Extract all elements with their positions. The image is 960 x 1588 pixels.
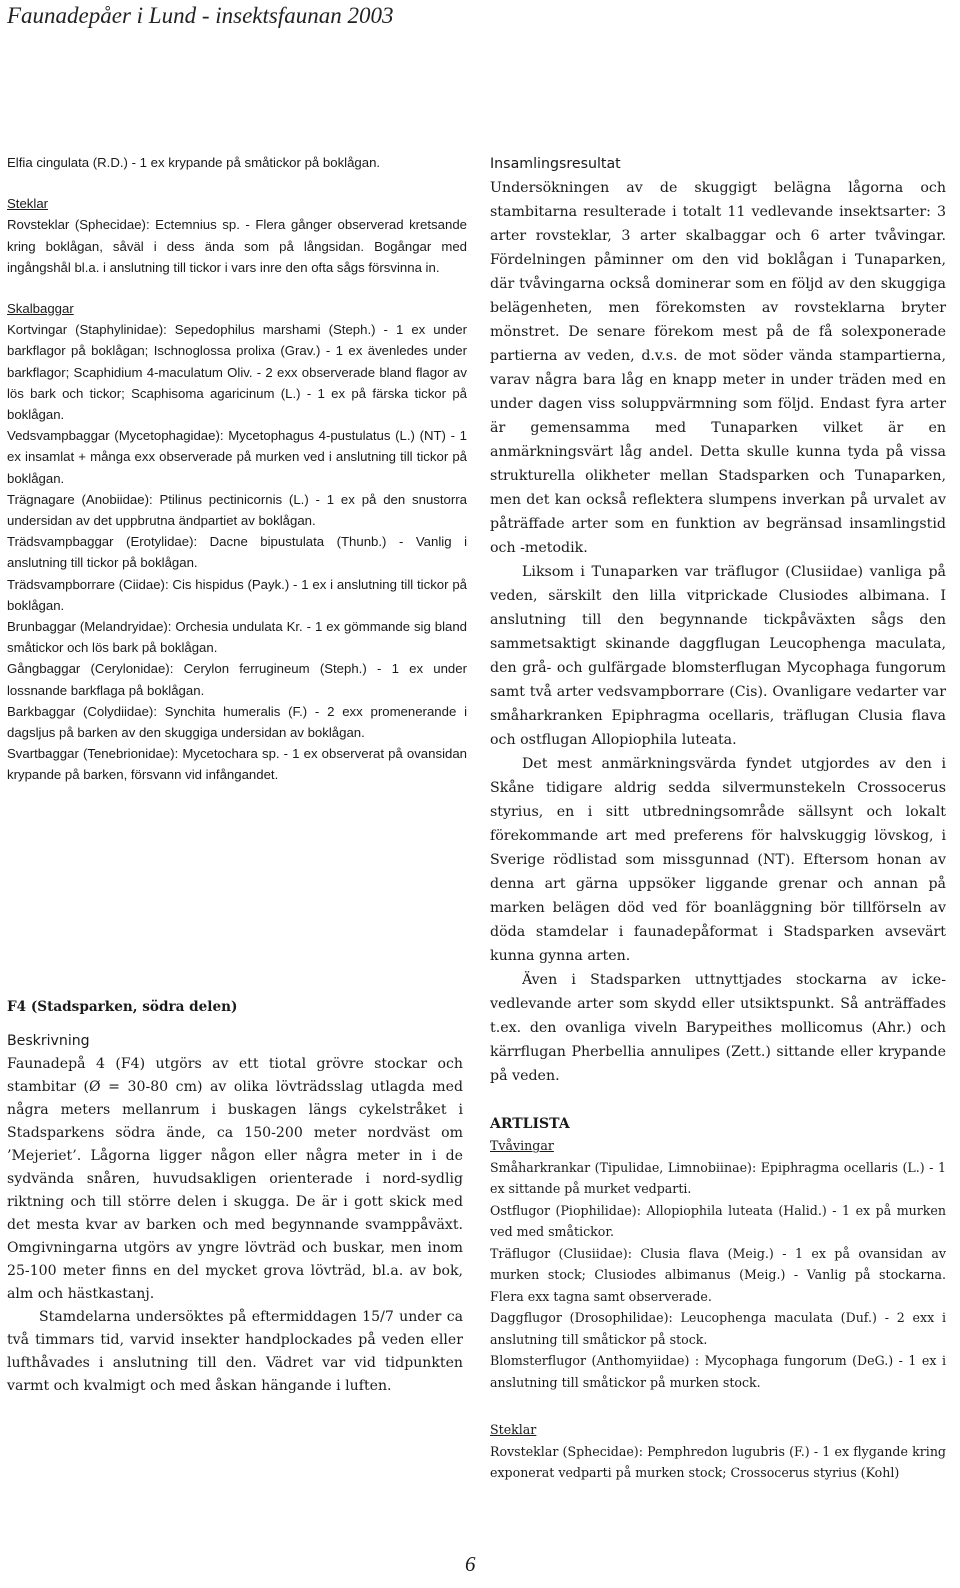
subheading-insamlingsresultat: Insamlingsresultat [490, 156, 621, 172]
section-heading-tvavingar: Tvåvingar [490, 1138, 554, 1154]
section-heading-steklar: Steklar [490, 1422, 537, 1438]
paragraph: Liksom i Tunaparken var träflugor (Clusiidae) vanliga på veden, särskilt den lilla vitprickade Clusiodes albimana. I anslutning till den begynnande tickpåväxten sågs den sammetsaktigt skinande daggflugan Leucophenga maculata, den grå- och gulfärgade blomsterflugan Mycophaga fungorum samt två arter vedsvampborrare (Cis). Ovanligare vedarter var småharkranken Epiphragma ocellaris, träflugan Clusia flava och ostflugan Allopiophila luteata. [490, 564, 946, 748]
species-entry: Trädsvampbaggar (Erotylidae): Dacne bipustulata (Thunb.) - Vanlig i anslutning till tickor på boklågan. [7, 534, 467, 571]
paragraph: Stamdelarna undersöktes på eftermiddagen 15/7 under ca två timmars tid, varvid insekter handplockades på veden eller lufthåvades i anslutning till den. Vädret var vid tidpunkten varmt och kvalmigt och med åskan hängande i luften. [7, 1309, 463, 1394]
species-entry: Brunbaggar (Melandryidae): Orchesia undulata Kr. - 1 ex gömmande sig bland småtickor och lös bark på boklågan. [7, 619, 467, 656]
species-entry: Barkbaggar (Colydiidae): Synchita humeralis (F.) - 2 exx promenerande i dagsljus på barken av den skuggiga undersidan av boklågan. [7, 703, 467, 741]
species-entry: Daggflugor (Drosophilidae): Leucophenga maculata (Duf.) - 2 exx i anslutning till småtickor på stock. [490, 1310, 946, 1347]
species-entry: Blomsterflugor (Anthomyiidae) : Mycophaga fungorum (DeG.) - 1 ex i anslutning till småtickor på murken stock. [490, 1353, 946, 1390]
right-column [490, 152, 946, 1484]
species-entry: Vedsvampbaggar (Mycetophagidae): Mycetophagus 4-pustulatus (L.) (NT) - 1 ex insamlat + många exx observerade på murken ved i anslutning till tickor på boklågan. [7, 428, 467, 486]
heading-artlista: ARTLISTA [490, 1116, 570, 1132]
species-entry: Småharkrankar (Tipulidae, Limnobiinae): Epiphragma ocellaris (L.) - 1 ex sittande på murket vedparti. [490, 1159, 946, 1197]
species-entry: Ostflugor (Piophilidae): Allopiophila luteata (Halid.) - 1 ex på murken ved med småtickor. [490, 1202, 946, 1240]
paragraph: Även i Stadsparken uttnyttjades stockarna av icke-vedlevande arter som skydd eller utsiktspunkt. Så anträffades t.ex. den ovanliga viveln Barypeithes mollicomus (Ahr.) och kärrflugan Pherbellia annulipes (Zett.) sittande eller krypande på veden. [490, 972, 946, 1084]
species-entry: Gångbaggar (Cerylonidae): Cerylon ferrugineum (Steph.) - 1 ex under lossnande barkflaga på boklågan. [7, 661, 467, 698]
paragraph: Det mest anmärkningsvärda fyndet utgjordes av den i Skåne tidigare aldrig sedda silvermunstekeln Crossocerus styrius, en i sitt utbredningsområde sällsynt och lokalt förekommande art med preferens för halvskuggig lövskog, i Sverige rödlistad som missgunnad (NT). Eftersom honan av denna art gärna uppsöker liggande grenar och annan på marken belägen död ved för boanläggning bör tillförseln av döda stamdelar i faunadepåformat i Stadsparken avsevärt kunna gynna arten. [490, 756, 946, 964]
page-number: 6 [465, 1552, 476, 1576]
f4-description [7, 1030, 463, 1398]
paragraph: Rovsteklar (Sphecidae): Ectemnius sp. - Flera gånger observerad kretsande kring boklågan, såväl i dess ända som på långsidan. Bogångar med ingångshål bl.a. i anslutning till tickor i vars inre den ofta sågs försvinna in. [7, 217, 467, 275]
left-column [7, 152, 467, 786]
paragraph: Elfia cingulata (R.D.) - 1 ex krypande på småtickor på boklågan. [7, 155, 381, 170]
running-header: Faunadepåer i Lund - insektsfaunan 2003 [7, 3, 394, 28]
species-entry: Trägnagare (Anobiidae): Ptilinus pectinicornis (L.) - 1 ex på den snustorra undersidan av det uppbrutna ändpartiet av boklågan. [7, 491, 467, 529]
paragraph: Undersökningen av de skuggigt belägna lågorna och stambitarna resulterade i totalt 11 vedlevande insektsarter: 3 arter rovsteklar, 3 arter skalbaggar och 6 arter tvåvingar. Fördelningen påminner om den vid boklågan i Tunaparken, där tvåvingarna också dominerar som en följd av den skuggiga belägenheten, men förekomsten av rovsteklarna bryter mönstret. De senare förekom mest på de få solexponerade partierna av veden, d.v.s. de mot söder vända stampartierna, varav några bara låg en knapp meter in under träden med en under dagen viss soluppvärmning som följd. Endast fyra arter är gemensamma med Tunaparken vilket är en anmärkningsvärt låg andel. Detta skulle kunna tyda på vissa strukturella olikheter mellan Stadsparken och Tunaparken, men det kan också reflektera slumpens inverkan på urvalet av påträffade arter som en funktion av begränsad insamlingstid och -metodik. [490, 180, 946, 556]
section-title-f4: F4 (Stadsparken, södra delen) [7, 999, 238, 1015]
species-entry: Rovsteklar (Sphecidae): Pemphredon lugubris (F.) - 1 ex flygande kring exponerat vedparti på murken stock; Crossocerus styrius (Kohl) [490, 1443, 946, 1481]
species-entry: Träflugor (Clusiidae): Clusia flava (Meig.) - 1 ex på ovansidan av murken stock; Clusiodes albimanus (Meig.) - Vanlig på stockarna. Flera exx tagna samt observerade. [490, 1245, 946, 1304]
section-heading-skalbaggar: Skalbaggar [7, 301, 74, 317]
section-heading-steklar: Steklar [7, 196, 49, 212]
paragraph: Faunadepå 4 (F4) utgörs av ett tiotal grövre stockar och stambitar (Ø = 30-80 cm) av olika lövträdsslag utlagda med några meters mellanrum i buskagen längs cykelstråket i Stadsparkens södra ände, ca 150-200 meter nordväst om ’Mejeriet’. Lågorna ligger någon eller några meter in i de sydvända snåren, huvudsakligen orienterade i nord-sydlig riktning och till större delen i skugga. De är i gott skick med det mesta kvar av barken och med begynnande svamppåväxt. Omgivningarna utgörs av yngre lövträd och buskar, men inom 25-100 meter finns en del mycket grova lövträd, bl.a. av bok, alm och hästkastanj. [7, 1056, 463, 1302]
subheading-beskrivning: Beskrivning [7, 1033, 90, 1049]
species-entry: Trädsvampborrare (Ciidae): Cis hispidus (Payk.) - 1 ex i anslutning till tickor på boklågan. [7, 576, 467, 613]
species-entry: Kortvingar (Staphylinidae): Sepedophilus marshami (Steph.) - 1 ex under barkflagor på boklågan; Ischnoglossa prolixa (Grav.) - 1 ex ävenledes under barkflagor; Scaphidium 4-maculatum Oliv. - 2 exx observerade bland flagor av lös bark och tickor; Scaphisoma agaricinum (L.) - 1 ex på färska tickor på boklågan. [7, 322, 467, 423]
species-entry: Svartbaggar (Tenebrionidae): Mycetochara sp. - 1 ex observerat på ovansidan krypande på barken, försvann vid infångandet. [7, 746, 467, 783]
